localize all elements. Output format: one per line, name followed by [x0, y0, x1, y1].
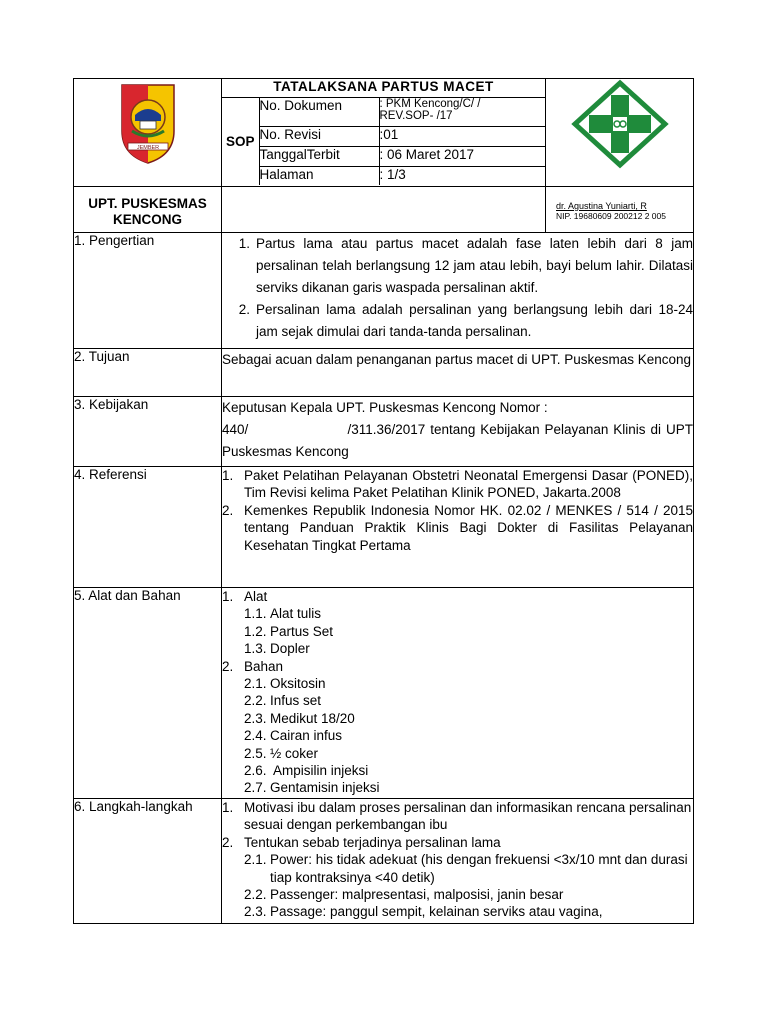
list-item: 2. Tentukan sebab terjadinya persalinan lama — [222, 834, 501, 850]
list-item: 2. Persalinan lama adalah persalinan yang berlangsung lebih dari 18-24 jam sejak dimulai dari tanda-tanda persalinan. — [238, 302, 693, 339]
issue-date-value: : 06 Maret 2017 — [379, 147, 545, 167]
sub-list — [222, 675, 693, 797]
section-content-pengertian — [222, 233, 694, 349]
list-item: 2.3. Medikut 18/20 — [244, 710, 355, 726]
sop-table — [73, 78, 697, 924]
sub-list — [222, 851, 693, 921]
list-item: 1.1. Alat tulis — [244, 606, 322, 622]
signatory-name: dr. Agustina Yuniarti, R — [556, 201, 647, 211]
header-info-table — [222, 79, 545, 185]
signature-block — [546, 187, 694, 233]
emblem-banner-text: JEMBER — [136, 145, 159, 151]
header-info-cell — [222, 79, 546, 187]
list-item: 2.7. Gentamisin injeksi — [244, 780, 380, 796]
organization-name: UPT. PUSKESMAS KENCONG — [74, 187, 222, 233]
list-item: 1. Paket Pelatihan Pelayanan Obstetri Neonatal Emergensi Dasar (PONED), Tim Revisi kelima Paket Pelatihan Klinik PONED, Jakarta.2008 — [222, 468, 693, 501]
page-value: : 1/3 — [379, 167, 545, 185]
section-content-kebijakan — [222, 397, 697, 467]
list-item: 1.3. Dopler — [244, 641, 310, 657]
section-label-pengertian: 1. Pengertian — [74, 233, 222, 349]
list-item: 2.1. Power: his tidak adekuat (his dengan frekuensi <3x/10 mnt dan durasi tiap kontraksinya <40 detik) — [244, 852, 688, 885]
revision-label: No. Revisi — [259, 127, 379, 147]
doc-number-value: : PKM Kencong/C/ / REV.SOP- /17 — [379, 98, 545, 127]
sop-document — [73, 78, 697, 924]
doc-number-label: No. Dokumen — [259, 98, 379, 127]
issue-date-label: TanggalTerbit — [259, 147, 379, 167]
section-content-langkah — [222, 799, 694, 924]
regional-emblem-icon — [118, 79, 178, 165]
list-item: 1. Partus lama atau partus macet adalah fase laten lebih dari 8 jam persalinan telah berlangsung 12 jam atau lebih, bayi belum lahir. Dilatasi serviks dikanan garis waspada persalinan aktif. — [238, 236, 693, 295]
section-label-alat: 5. Alat dan Bahan — [74, 588, 222, 799]
list-group-title: 2. Bahan — [222, 658, 284, 674]
list-item: 2.5. ½ coker — [244, 745, 319, 761]
right-logo-cell — [546, 79, 694, 187]
sop-label: SOP — [222, 98, 259, 185]
section-label-langkah: 6. Langkah-langkah — [74, 799, 222, 924]
puskesmas-logo-icon — [571, 79, 669, 169]
list-item: 2.1. Oksitosin — [244, 676, 326, 692]
list-group-title: 1. Alat — [222, 589, 268, 604]
list-item: 2.6. Ampisilin injeksi — [244, 763, 369, 779]
left-logo-cell — [74, 79, 222, 187]
list-item: 2.2. Infus set — [244, 693, 322, 709]
list-item: 2.3. Passage: panggul sempit, kelainan serviks atau vagina, — [244, 904, 603, 920]
policy-line-2: 440/ /311.36/2017 tentang Kebijakan Pelayanan Klinis di UPT Puskesmas Kencong — [222, 422, 697, 459]
list-item: 2.4. Cairan infus — [244, 728, 343, 744]
section-content-alat — [222, 588, 694, 799]
page-label: Halaman — [259, 167, 379, 185]
section-label-tujuan: 2. Tujuan — [74, 349, 222, 397]
revision-value: :01 — [379, 127, 545, 147]
list-item: 2. Kemenkes Republik Indonesia Nomor HK. 02.02 / MENKES / 514 / 2015 tentang Panduan Praktik Klinis Bagi Dokter di Fasilitas Pelayanan Kesehatan Tingkat Pertama — [222, 502, 693, 553]
sub-list — [222, 605, 693, 657]
section-label-kebijakan: 3. Kebijakan — [74, 397, 222, 467]
section-label-referensi: 4. Referensi — [74, 467, 222, 588]
section-content-tujuan: Sebagai acuan dalam penanganan partus macet di UPT. Puskesmas Kencong — [222, 349, 694, 397]
blank-header-cell — [222, 187, 546, 233]
list-item: 1.2. Partus Set — [244, 623, 334, 639]
policy-line-1: Keputusan Kepala UPT. Puskesmas Kencong Nomor : — [222, 400, 548, 415]
document-title: TATALAKSANA PARTUS MACET — [222, 79, 545, 98]
list-item: 2.2. Passenger: malpresentasi, malposisi, janin besar — [244, 887, 564, 903]
list-item: 1. Motivasi ibu dalam proses persalinan dan informasikan rencana persalinan sesuai dengan perkembangan ibu — [222, 800, 692, 833]
signatory-nip: NIP. 19680609 200212 2 005 — [556, 211, 666, 221]
section-content-referensi — [222, 467, 694, 588]
